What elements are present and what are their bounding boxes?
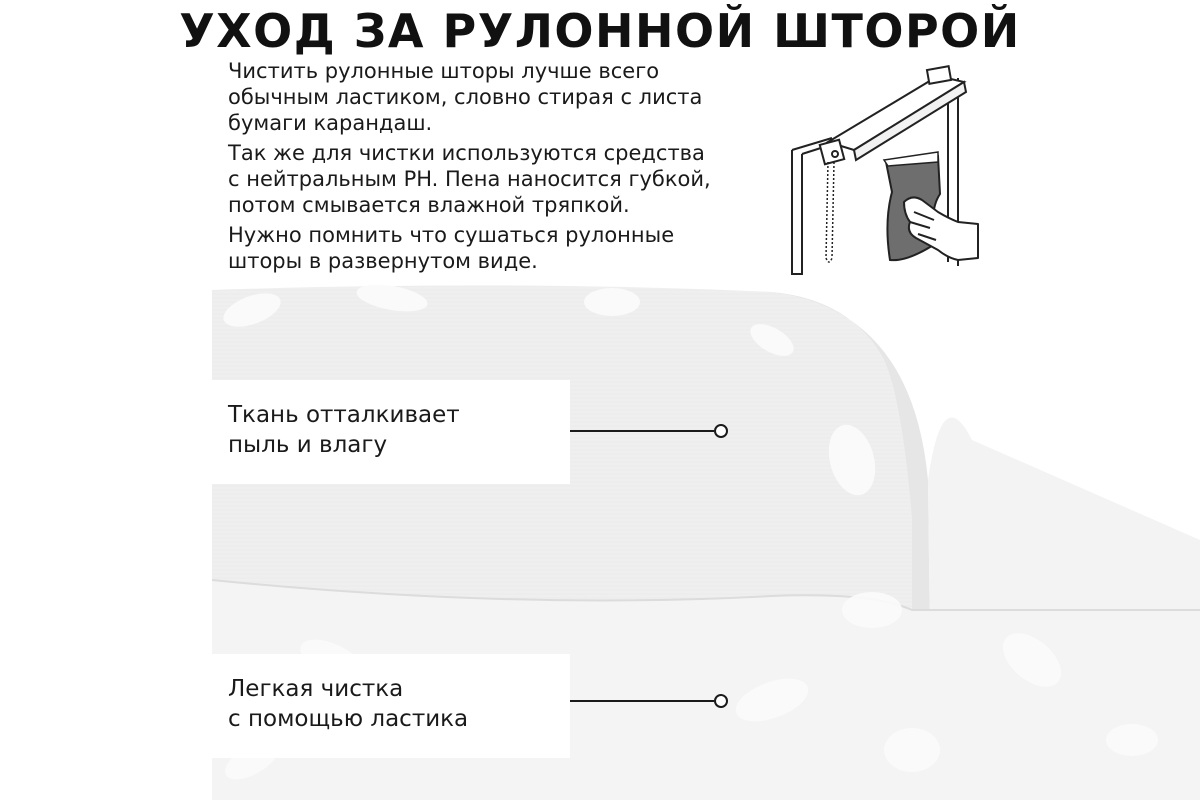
callout-leader-line: [570, 700, 714, 702]
callout-pointer-dot: [714, 694, 728, 708]
callout-eraser-cleaning: Легкая чистка с помощью ластика: [212, 654, 570, 758]
callout-dust-moisture: Ткань отталкивает пыль и влагу: [212, 380, 570, 484]
page-title: УХОД ЗА РУЛОННОЙ ШТОРОЙ: [179, 4, 1021, 58]
callout-leader-line: [570, 430, 714, 432]
care-paragraph-detergent: Так же для чистки используются средства с нейтральным PH. Пена наносится губкой, потом смывается влажной тряпкой.: [228, 141, 711, 217]
care-paragraph-eraser: Чистить рулонные шторы лучше всего обычным ластиком, словно стирая с листа бумаги карандаш.: [228, 59, 703, 135]
callout-pointer-dot: [714, 424, 728, 438]
blind-cleaning-illustration: [788, 62, 980, 278]
care-paragraph-drying: Нужно помнить что сушаться рулонные шторы в развернутом виде.: [228, 223, 675, 273]
